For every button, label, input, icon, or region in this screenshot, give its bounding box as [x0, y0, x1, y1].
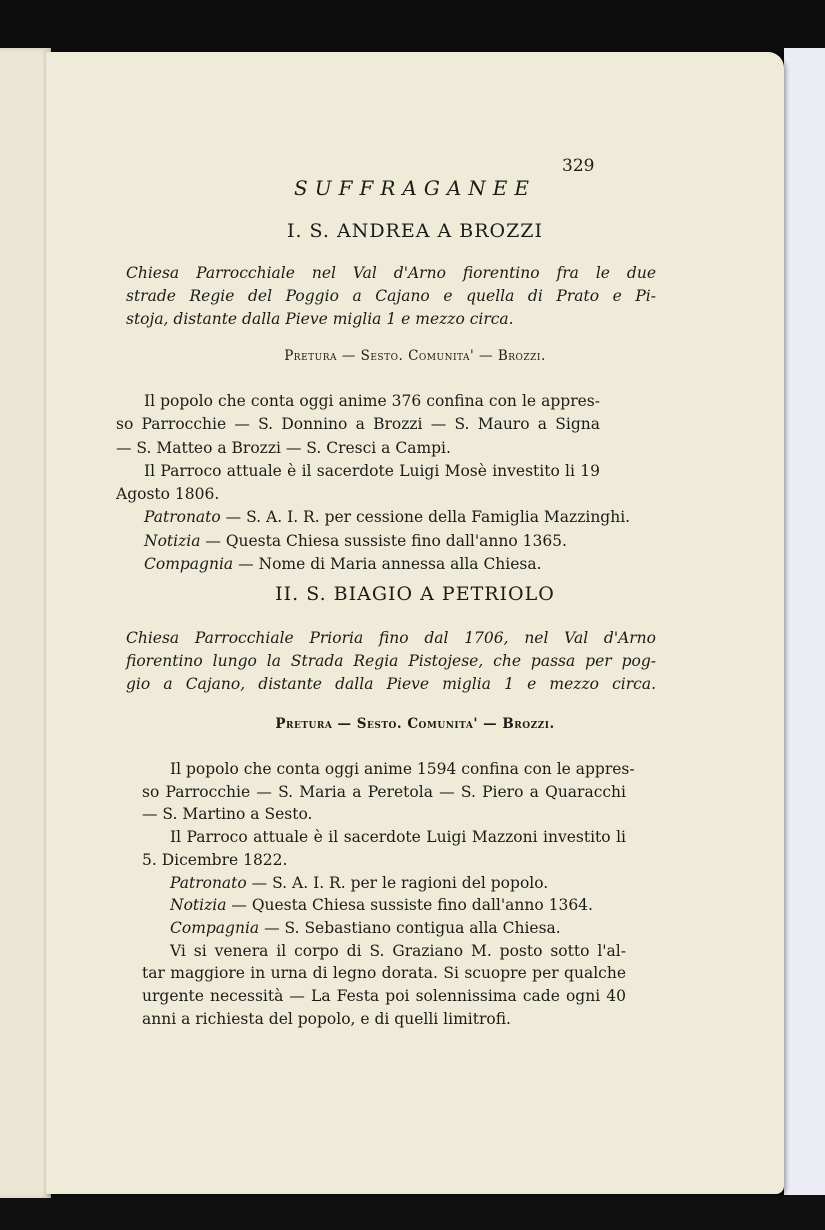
notizia-label: Notizia — [170, 896, 227, 915]
section-title: II. S. BIAGIO A PETRIOLO — [275, 583, 555, 605]
compagnia-text: — S. Sebastiano contigua alla Chiesa. — [264, 918, 561, 937]
pretura-value: Sesto. — [360, 348, 404, 364]
patronato-line — [142, 872, 626, 895]
left-page-edge — [0, 48, 51, 1198]
comunita-label: Comunita' — [407, 716, 478, 732]
admin-line — [46, 348, 784, 364]
patronato-text: — S. A. I. R. per cessione della Famiglia Mazzinghi. — [225, 508, 631, 527]
notizia-line — [116, 530, 600, 553]
comunita-value: Brozzi. — [502, 716, 555, 732]
pretura-label: Pretura — [284, 348, 338, 364]
body-line: Agosto 1806. — [116, 485, 220, 504]
description-line: gio a Cajano, distante dalla Pieve miglia 1 e mezzo circa. — [126, 675, 656, 693]
comunita-value: Brozzi. — [497, 348, 546, 364]
closing-line: Vi si venera il corpo di S. Graziano M. posto sotto l'al- — [170, 941, 626, 960]
body-line: Il popolo che conta oggi anime 376 confina con le appres- — [144, 392, 600, 410]
compagnia-line — [142, 917, 626, 940]
book-page — [46, 52, 784, 1194]
pretura-label: Pretura — [275, 716, 333, 732]
patronato-text: — S. A. I. R. per le ragioni del popolo. — [251, 873, 549, 892]
closing-line: urgente necessità — La Festa poi solennissima cade ogni 40 — [142, 987, 626, 1006]
patronato-label: Patronato — [170, 873, 247, 892]
description-line: strade Regie del Poggio a Cajano e quella di Prato e Pi- — [126, 287, 656, 305]
body-line: 5. Dicembre 1822. — [142, 850, 288, 869]
backdrop-bottom — [0, 1195, 825, 1230]
body-line: so Parrocchie — S. Donnino a Brozzi — S. Mauro a Signa — [116, 415, 600, 434]
patronato-line — [116, 506, 631, 529]
comunita-label: Comunita' — [408, 348, 475, 364]
dash: — — [483, 716, 503, 732]
description-line: Chiesa Parrocchiale nel Val d'Arno fiorentino fra le due — [126, 264, 656, 282]
page-heading: SUFFRAGANEE — [294, 176, 536, 200]
section-description — [126, 627, 656, 696]
closing-line: anni a richiesta del popolo, e di quelli limitrofi. — [142, 1009, 511, 1028]
section-title: I. S. ANDREA A BROZZI — [286, 220, 544, 242]
notizia-text: — Questa Chiesa sussiste fino dall'anno 1364. — [231, 896, 593, 915]
compagnia-label: Compagnia — [144, 555, 234, 574]
section-body — [142, 758, 635, 1030]
closing-line: tar maggiore in urna di legno dorata. Si scuopre per qualche — [142, 964, 626, 983]
page-number: 329 — [562, 156, 595, 176]
body-line: Il popolo che conta oggi anime 1594 confina con le appres- — [170, 760, 635, 778]
body-line: Il Parroco attuale è il sacerdote Luigi Mazzoni investito li — [170, 828, 626, 847]
compagnia-label: Compagnia — [170, 918, 260, 937]
description-line: Chiesa Parrocchiale Prioria fino dal 1706, nel Val d'Arno — [126, 629, 656, 647]
section-body — [116, 390, 631, 576]
notizia-text: — Questa Chiesa sussiste fino dall'anno 1365. — [205, 531, 567, 550]
body-line: — S. Matteo a Brozzi — S. Cresci a Campi. — [116, 438, 451, 457]
compagnia-text: — Nome di Maria annessa alla Chiesa. — [238, 555, 542, 574]
backdrop-right — [784, 48, 825, 1230]
body-line: so Parrocchie — S. Maria a Peretola — S. Piero a Quaracchi — [142, 782, 626, 801]
dash: — — [341, 348, 361, 364]
section-description — [126, 262, 656, 331]
body-line: Il Parroco attuale è il sacerdote Luigi Mosè investito li 19 — [144, 461, 600, 480]
notizia-label: Notizia — [144, 531, 201, 550]
notizia-line — [142, 894, 626, 917]
pretura-value: Sesto. — [356, 716, 403, 732]
compagnia-line — [116, 553, 600, 576]
patronato-label: Patronato — [144, 508, 221, 527]
dash: — — [479, 348, 498, 364]
admin-line — [46, 716, 784, 732]
dash: — — [337, 716, 357, 732]
body-line: — S. Martino a Sesto. — [142, 805, 313, 824]
description-line: stoja, distante dalla Pieve miglia 1 e mezzo circa. — [126, 310, 514, 328]
description-line: fiorentino lungo la Strada Regia Pistojese, che passa per pog- — [126, 652, 656, 670]
